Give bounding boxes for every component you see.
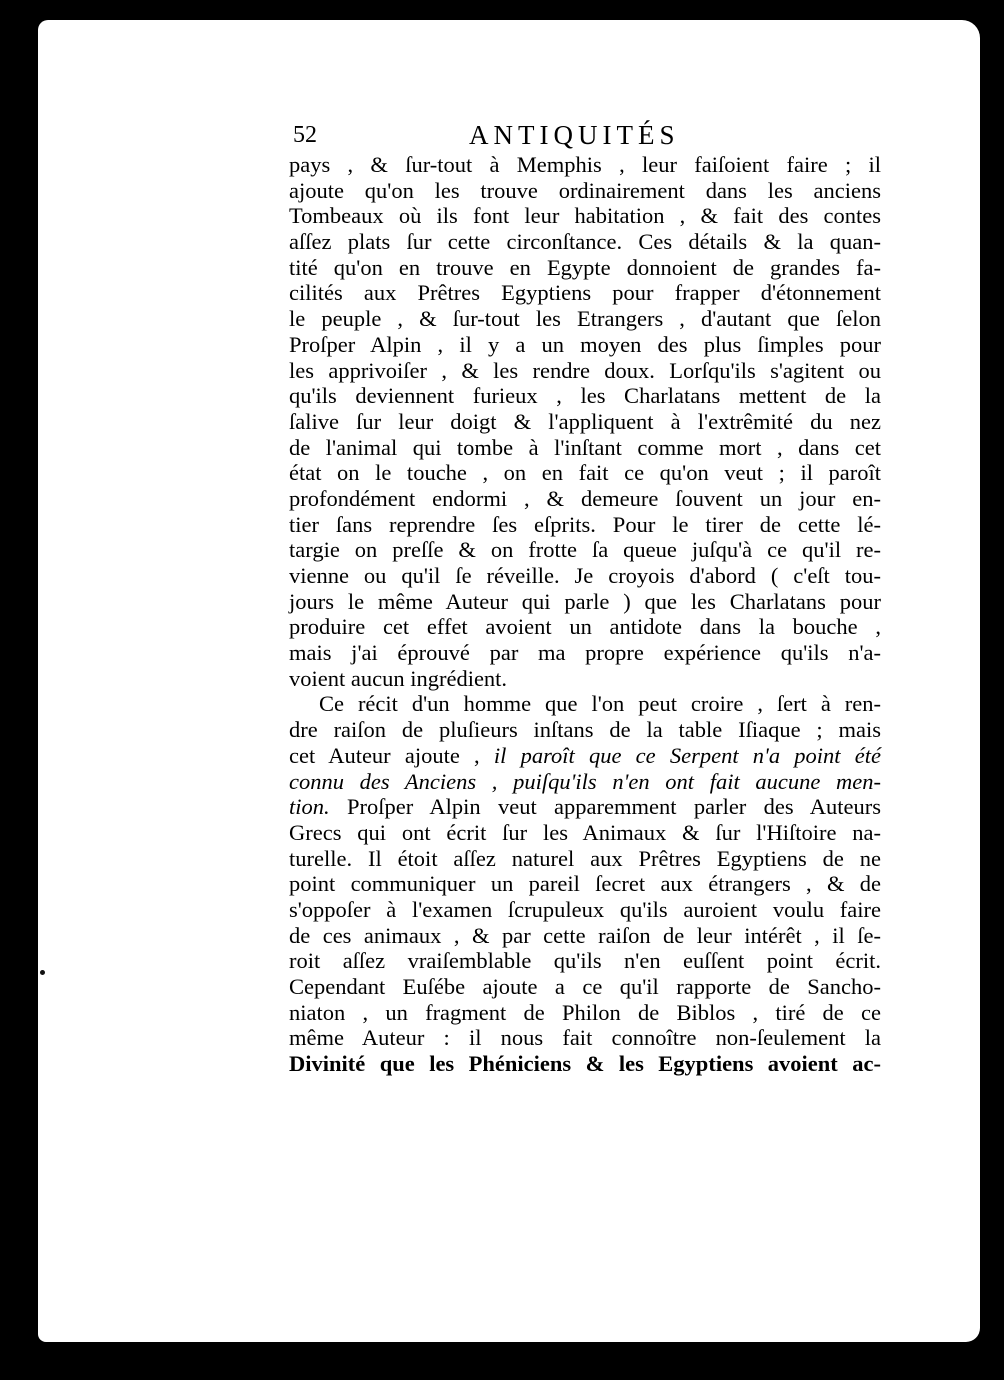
text-line: dre raiſon de pluſieurs inſtans de la table Iſiaque ; mais — [289, 717, 881, 743]
text-line: cilités aux Prêtres Egyptiens pour frapper d'étonnement — [289, 280, 881, 306]
text-line: aſſez plats ſur cette circonſtance. Ces détails & la quan- — [289, 229, 881, 255]
text-line: voient aucun ingrédient. — [289, 665, 508, 691]
text-line: qu'ils deviennent furieux , les Charlatans mettent de la — [289, 383, 881, 409]
text-line: profondément endormi , & demeure ſouvent un jour en- — [289, 485, 881, 511]
text-line: Cependant Euſébe ajoute a ce qu'il rapporte de Sancho- — [289, 974, 881, 999]
text-line: mais j'ai éprouvé par ma propre expérience qu'ils n'a- — [289, 640, 881, 666]
text-line: état on le touche , on en fait ce qu'on veut ; il paroît — [289, 460, 881, 486]
text-line: jours le même Auteur qui parle ) que les Charlatans pour — [289, 588, 881, 614]
text-line: cet Auteur ajoute , il paroît que ce Serpent n'a point été — [289, 742, 881, 768]
page-number: 52 — [293, 122, 317, 148]
scan-edge-mark — [40, 970, 45, 975]
text-line: targie on preſſe & on frotte ſa queue juſqu'à ce qu'il re- — [289, 537, 881, 563]
text-line: les apprivoiſer , & les rendre doux. Lorſqu'ils s'agitent ou — [289, 357, 881, 383]
text-line: tion. Proſper Alpin veut apparemment parler des Auteurs — [289, 794, 881, 820]
text-line: de ces animaux , & par cette raiſon de leur intérêt , il ſe- — [289, 922, 881, 948]
text-line: niaton , un fragment de Philon de Biblos , tiré de ce — [289, 999, 881, 1025]
text-line: Grecs qui ont écrit ſur les Animaux & ſur l'Hiſtoire na- — [289, 819, 881, 845]
text-line: le peuple , & ſur-tout les Etrangers , d'autant que ſelon — [289, 306, 881, 332]
text-line: Ce récit d'un homme que l'on peut croire , ſert à ren- — [319, 691, 881, 717]
text-line: turelle. Il étoit aſſez naturel aux Prêtres Egyptiens de ne — [289, 845, 881, 871]
text-line: Divinité que les Phéniciens & les Egyptiens avoient ac- — [289, 1051, 881, 1077]
text-line: ajoute qu'on les trouve ordinairement dans les anciens — [289, 177, 881, 203]
text-line: de l'animal qui tombe à l'inſtant comme mort , dans cet — [289, 434, 881, 460]
text-line: même Auteur : il nous fait connoître non-ſeulement la — [289, 1025, 881, 1051]
text-line: tier ſans reprendre ſes eſprits. Pour le tirer de cette lé- — [289, 511, 881, 537]
text-line: s'oppoſer à l'examen ſcrupuleux qu'ils auroient voulu faire — [289, 896, 881, 922]
text-line: ſalive ſur leur doigt & l'appliquent à l'extrêmité du nez — [289, 408, 881, 434]
text-line: pays , & ſur-tout à Memphis , leur faiſoient faire ; il — [289, 152, 881, 177]
text-line: vienne ou qu'il ſe réveille. Je croyois d'abord ( c'eſt tou- — [289, 563, 881, 588]
page-header — [289, 122, 879, 156]
text-line: roit aſſez vraiſemblable qu'ils n'en euſſent point écrit. — [289, 948, 881, 974]
text-line: Tombeaux où ils font leur habitation , & fait des contes — [289, 203, 881, 229]
body-text — [289, 152, 881, 1077]
text-line: produire cet effet avoient un antidote dans la bouche , — [289, 614, 881, 640]
text-line: Proſper Alpin , il y a un moyen des plus ſimples pour — [289, 331, 881, 357]
text-line: point communiquer un pareil ſecret aux étrangers , & de — [289, 871, 881, 897]
text-line: tité qu'on en trouve en Egypte donnoient de grandes fa- — [289, 254, 881, 280]
running-title: ANTIQUITÉS — [469, 120, 680, 150]
text-line: connu des Anciens , puiſqu'ils n'en ont fait aucune men- — [289, 768, 881, 794]
